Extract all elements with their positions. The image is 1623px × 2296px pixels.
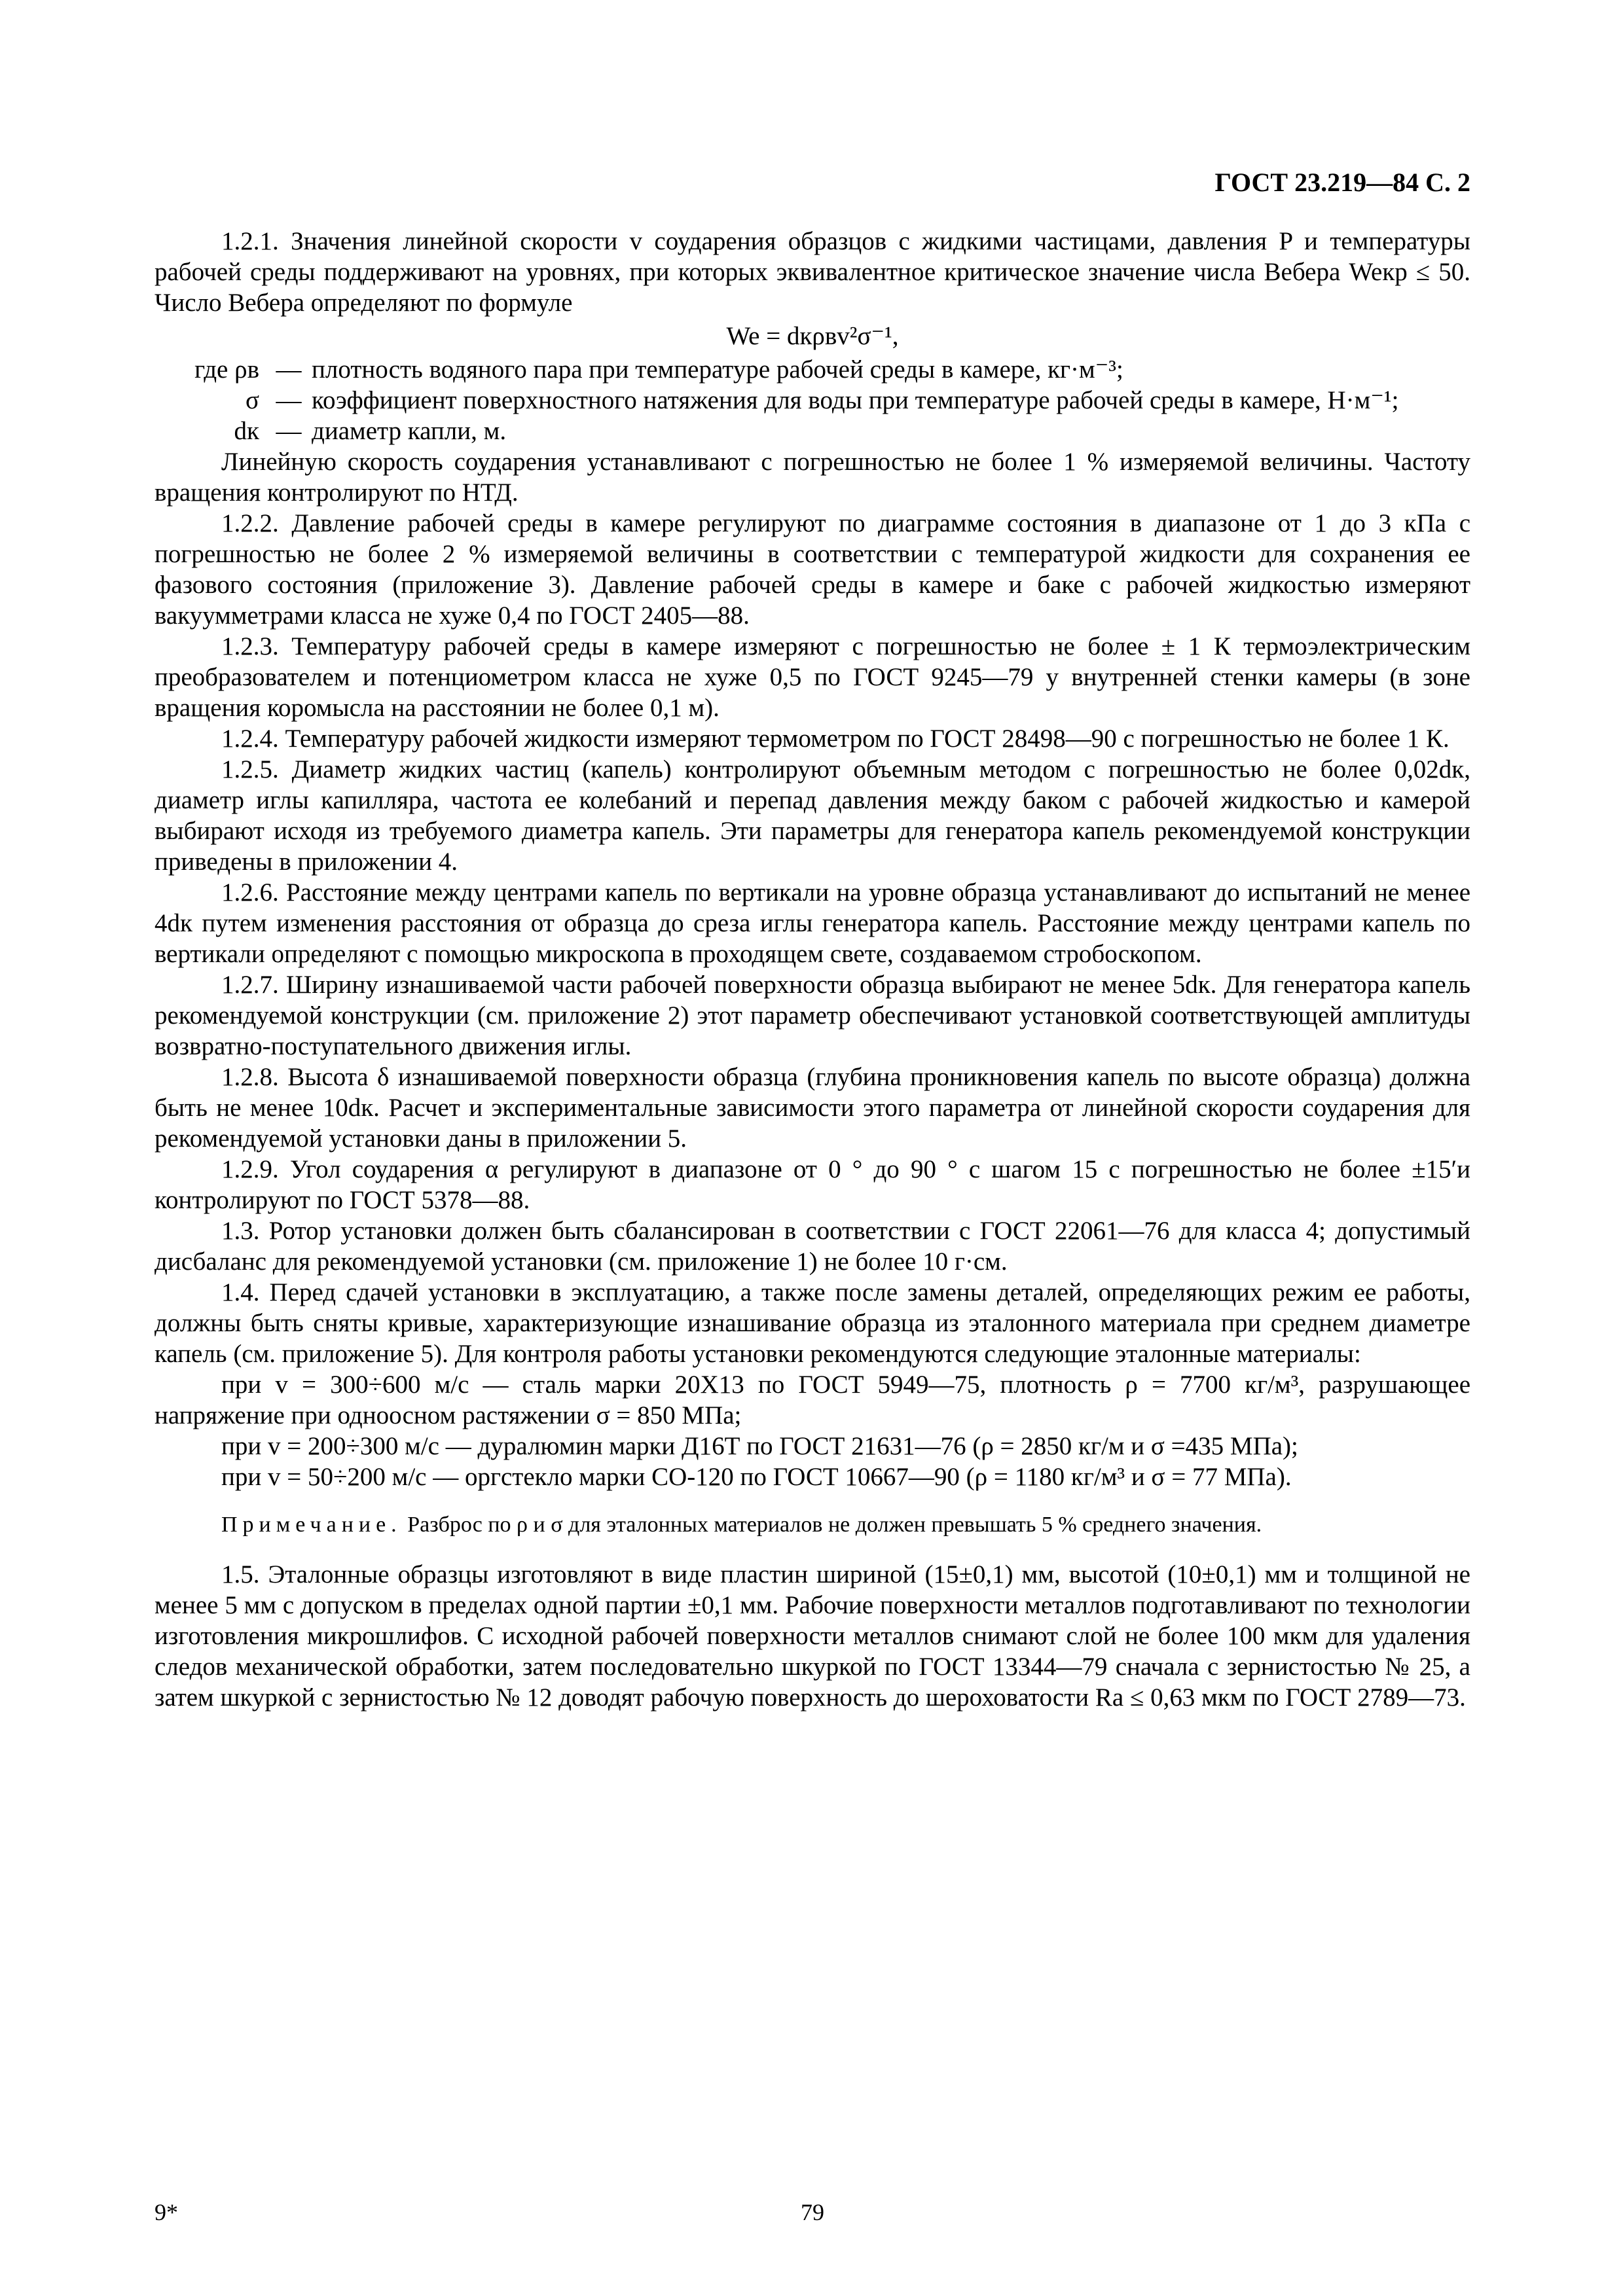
document-body <box>155 226 1470 1713</box>
paragraph-1-4: 1.4. Перед сдачей установки в эксплуатацию, а также после замены деталей, определяющих режим ее работы, должны быть сняты кривые, характеризующие изнашивание образца из эталонного материала при среднем диаметре капель (см. приложение 5). Для контроля работы установки рекомендуются следующие эталонные материалы: <box>155 1278 1470 1368</box>
paragraph-1-2-3: 1.2.3. Температуру рабочей среды в камере измеряют с погрешностью не более ± 1 К термоэлектрическим преобразователем и потенциометром класса не хуже 0,5 по ГОСТ 9245—79 у внутренней стенки камеры (в зоне вращения коромысла на расстоянии не более 0,1 м). <box>155 632 1470 722</box>
definition-row: σ — коэффициент поверхностного натяжения для воды при температуре рабочей среды в камере, Н·м⁻¹; <box>155 385 1470 416</box>
paragraph-1-2-1-accuracy: Линейную скорость соударения устанавливают с погрешностью не более 1 % измеряемой величины. Частоту вращения контролируют по НТД. <box>155 448 1470 507</box>
page-number: 79 <box>801 2199 824 2225</box>
note-label: Примечание. <box>221 1513 402 1537</box>
reference-material-plexiglass: при v = 50÷200 м/с — оргстекло марки СО-120 по ГОСТ 10667—90 (ρ = 1180 кг/м³ и σ = 77 МПа). <box>221 1463 1292 1491</box>
definition-text: плотность водяного пара при температуре рабочей среды в камере, кг·м⁻³; <box>312 355 1123 384</box>
definition-list <box>155 354 1470 446</box>
paragraph-1-3: 1.3. Ротор установки должен быть сбалансирован в соответствии с ГОСТ 22061—76 для класса 4; допустимый дисбаланс для рекомендуемой установки (см. приложение 1) не более 10 г·см. <box>155 1217 1470 1276</box>
reference-material-steel: при v = 300÷600 м/с — сталь марки 20Х13 по ГОСТ 5949—75, плотность ρ = 7700 кг/м³, разрушающее напряжение при одноосном растяжении σ = 850 МПа; <box>155 1371 1470 1429</box>
definition-row: dк — диаметр капли, м. <box>155 416 1470 446</box>
paragraph-1-2-4: 1.2.4. Температуру рабочей жидкости измеряют термометром по ГОСТ 28498—90 с погрешностью не более 1 К. <box>221 725 1450 753</box>
definition-text: диаметр капли, м. <box>312 417 507 445</box>
paragraph-1-2-2: 1.2.2. Давление рабочей среды в камере регулируют по диаграмме состояния в диапазоне от 1 до 3 кПа с погрешностью не более 2 % измеряемой величины в соответствии с температурой жидкости для сохранения ее фазового состояния (приложение 3). Давление рабочей среды в камере и баке с рабочей жидкостью измеряют вакуумметрами класса не хуже 0,4 по ГОСТ 2405—88. <box>155 509 1470 630</box>
definition-row: где ρв — плотность водяного пара при температуре рабочей среды в камере, кг·м⁻³; <box>155 354 1470 385</box>
paragraph-1-2-8: 1.2.8. Высота δ изнашиваемой поверхности образца (глубина проникновения капель по высоте образца) должна быть не менее 10dк. Расчет и экспериментальные зависимости этого параметра от линейной скорости соударения для рекомендуемой установки даны в приложении 5. <box>155 1063 1470 1153</box>
sheet-mark: 9* <box>155 2199 178 2225</box>
weber-formula: We = dкρвv²σ⁻¹, <box>726 322 899 350</box>
paragraph-1-2-5: 1.2.5. Диаметр жидких частиц (капель) контролируют объемным методом с погрешностью не более 0,02dк, диаметр иглы капилляра, частота ее колебаний и перепад давления между баком с рабочей жидкостью и камерой выбирают исходя из требуемого диаметра капель. Эти параметры для генератора капель рекомендуемой конструкции приведены в приложении 4. <box>155 755 1470 876</box>
note-text: Разброс по ρ и σ для эталонных материалов не должен превышать 5 % среднего значения. <box>407 1513 1262 1537</box>
reference-material-duralumin: при v = 200÷300 м/с — дуралюмин марки Д16Т по ГОСТ 21631—76 (ρ = 2850 кг/м и σ =435 МПа); <box>221 1432 1298 1460</box>
definition-symbol: σ <box>245 386 259 414</box>
paragraph-1-2-6: 1.2.6. Расстояние между центрами капель по вертикали на уровне образца устанавливают до испытаний не менее 4dк путем изменения расстояния от образца до среза иглы генератора капель. Расстояние между центрами капель по вертикали определяют с помощью микроскопа в проходящем свете, создаваемом стробоскопом. <box>155 878 1470 968</box>
paragraph-1-5: 1.5. Эталонные образцы изготовляют в виде пластин шириной (15±0,1) мм, высотой (10±0,1) мм и толщиной не менее 5 мм с допуском в пределах одной партии ±0,1 мм. Рабочие поверхности металлов подготавливают по технологии изготовления микрошлифов. С исходной рабочей поверхности металлов снимают слой не более 100 мкм для удаления следов механической обработки, затем последовательно шкуркой по ГОСТ 13344—79 сначала с зернистостью № 25, а затем шкуркой с зернистостью № 12 доводят рабочую поверхность до шероховатости Ra ≤ 0,63 мкм по ГОСТ 2789—73. <box>155 1560 1470 1712</box>
paragraph-1-2-7: 1.2.7. Ширину изнашиваемой части рабочей поверхности образца выбирают не менее 5dк. Для генератора капель рекомендуемой конструкции (см. приложение 2) этот параметр обеспечивают установкой соответствующей амплитуды возвратно-поступательного движения иглы. <box>155 971 1470 1060</box>
definition-symbol: dк <box>234 417 259 445</box>
paragraph-1-2-9: 1.2.9. Угол соударения α регулируют в диапазоне от 0 ° до 90 ° с шагом 15 с погрешностью не более ±15′и контролируют по ГОСТ 5378—88. <box>155 1155 1470 1214</box>
definition-text: коэффициент поверхностного натяжения для воды при температуре рабочей среды в камере, Н·м⁻¹; <box>312 386 1399 414</box>
definition-symbol: где ρв <box>194 355 259 384</box>
paragraph-1-2-1: 1.2.1. Значения линейной скорости v соударения образцов с жидкими частицами, давления P и температуры рабочей среды поддерживают на уровнях, при которых эквивалентное критическое значение числа Вебера Weкр ≤ 50. Число Вебера определяют по формуле <box>155 227 1470 317</box>
note <box>155 1511 1470 1539</box>
page-header: ГОСТ 23.219—84 С. 2 <box>1214 168 1470 197</box>
